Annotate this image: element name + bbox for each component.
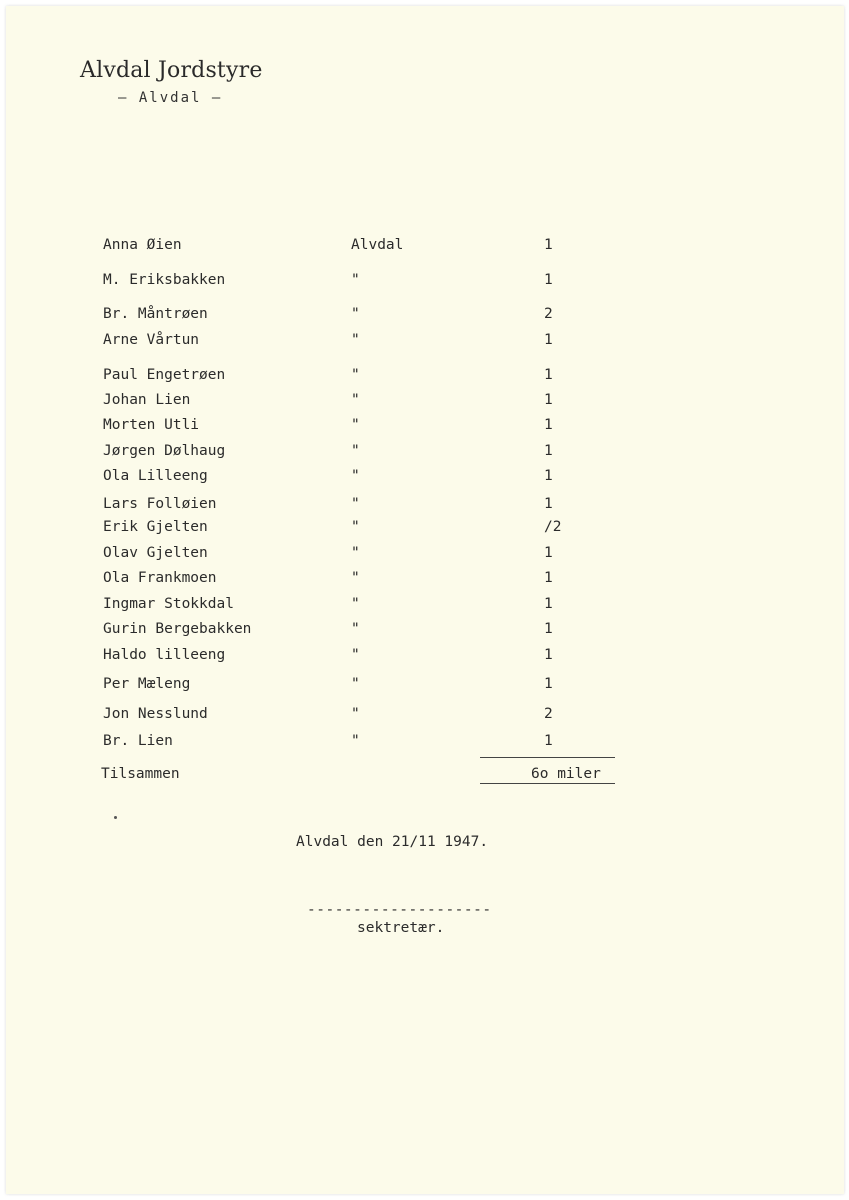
entry-place: " — [351, 519, 360, 535]
entry-count: 2 — [544, 706, 553, 722]
entry-place: Alvdal — [351, 237, 404, 253]
entry-count: 1 — [544, 570, 553, 586]
entry-place: " — [351, 392, 360, 408]
list-item — [0, 596, 849, 616]
entry-count: 1 — [544, 621, 553, 637]
entry-count: 1 — [544, 496, 553, 512]
entry-count: 1 — [544, 237, 553, 253]
total-label: Tilsammen — [101, 766, 180, 782]
entry-name: Per Mæleng — [103, 676, 191, 692]
list-item — [0, 417, 849, 437]
entry-name: Gurin Bergebakken — [103, 621, 252, 637]
entry-count: 1 — [544, 332, 553, 348]
total-value: 6o miler — [531, 766, 601, 782]
entry-place: " — [351, 367, 360, 383]
entry-name: Anna Øien — [103, 237, 182, 253]
entry-place: " — [351, 596, 360, 612]
entry-count: 1 — [544, 443, 553, 459]
entry-name: Jørgen Dølhaug — [103, 443, 226, 459]
entry-place: " — [351, 647, 360, 663]
list-item — [0, 519, 849, 539]
list-item — [0, 443, 849, 463]
total-rule-bottom — [480, 783, 615, 784]
entry-name: Br. Måntrøen — [103, 306, 208, 322]
entry-name: Br. Lien — [103, 733, 173, 749]
letterhead-subtitle: — Alvdal — — [118, 90, 223, 106]
entry-place: " — [351, 332, 360, 348]
entry-count: 1 — [544, 545, 553, 561]
entry-count: 1 — [544, 647, 553, 663]
entry-name: Haldo lilleeng — [103, 647, 226, 663]
entry-count: 1 — [544, 367, 553, 383]
entry-place: " — [351, 417, 360, 433]
entry-count: 1 — [544, 468, 553, 484]
entry-count: 1 — [544, 392, 553, 408]
entry-place: " — [351, 272, 360, 288]
list-item — [0, 733, 849, 753]
entry-name: Ingmar Stokkdal — [103, 596, 234, 612]
entry-name: Paul Engetrøen — [103, 367, 226, 383]
entry-name: Olav Gjelten — [103, 545, 208, 561]
letterhead-title: Alvdal Jordstyre — [80, 58, 263, 83]
entry-place: " — [351, 496, 360, 512]
entry-count: 1 — [544, 272, 553, 288]
list-item — [0, 496, 849, 516]
list-item — [0, 706, 849, 726]
entry-place: " — [351, 706, 360, 722]
list-item — [0, 392, 849, 412]
entry-place: " — [351, 306, 360, 322]
entry-place: " — [351, 570, 360, 586]
list-item — [0, 647, 849, 667]
signature-line: -------------------- — [307, 902, 492, 918]
entry-name: Ola Frankmoen — [103, 570, 217, 586]
total-rule-top — [480, 757, 615, 758]
list-item — [0, 676, 849, 696]
entry-count: 1 — [544, 417, 553, 433]
entry-count: 2 — [544, 306, 553, 322]
list-item — [0, 621, 849, 641]
entry-count: 1 — [544, 676, 553, 692]
list-item — [0, 237, 849, 257]
entry-name: Jon Nesslund — [103, 706, 208, 722]
list-item — [0, 367, 849, 387]
signature-label: sektretær. — [357, 920, 445, 936]
entry-name: Morten Utli — [103, 417, 200, 433]
entry-name: Erik Gjelten — [103, 519, 208, 535]
entry-place: " — [351, 468, 360, 484]
entry-place: " — [351, 733, 360, 749]
list-item — [0, 306, 849, 326]
date-line: Alvdal den 21/11 1947. — [296, 834, 489, 850]
list-item — [0, 332, 849, 352]
list-item — [0, 272, 849, 292]
entry-count: 1 — [544, 596, 553, 612]
entry-name: Lars Folløien — [103, 496, 217, 512]
entry-place: " — [351, 621, 360, 637]
entry-name: Johan Lien — [103, 392, 191, 408]
entry-place: " — [351, 443, 360, 459]
entry-count: /2 — [544, 519, 562, 535]
entry-place: " — [351, 545, 360, 561]
entry-place: " — [351, 676, 360, 692]
entry-name: M. Eriksbakken — [103, 272, 226, 288]
ink-speck — [114, 816, 117, 819]
entry-name: Arne Vårtun — [103, 332, 200, 348]
list-item — [0, 545, 849, 565]
list-item — [0, 570, 849, 590]
entry-count: 1 — [544, 733, 553, 749]
list-item — [0, 468, 849, 488]
entry-name: Ola Lilleeng — [103, 468, 208, 484]
